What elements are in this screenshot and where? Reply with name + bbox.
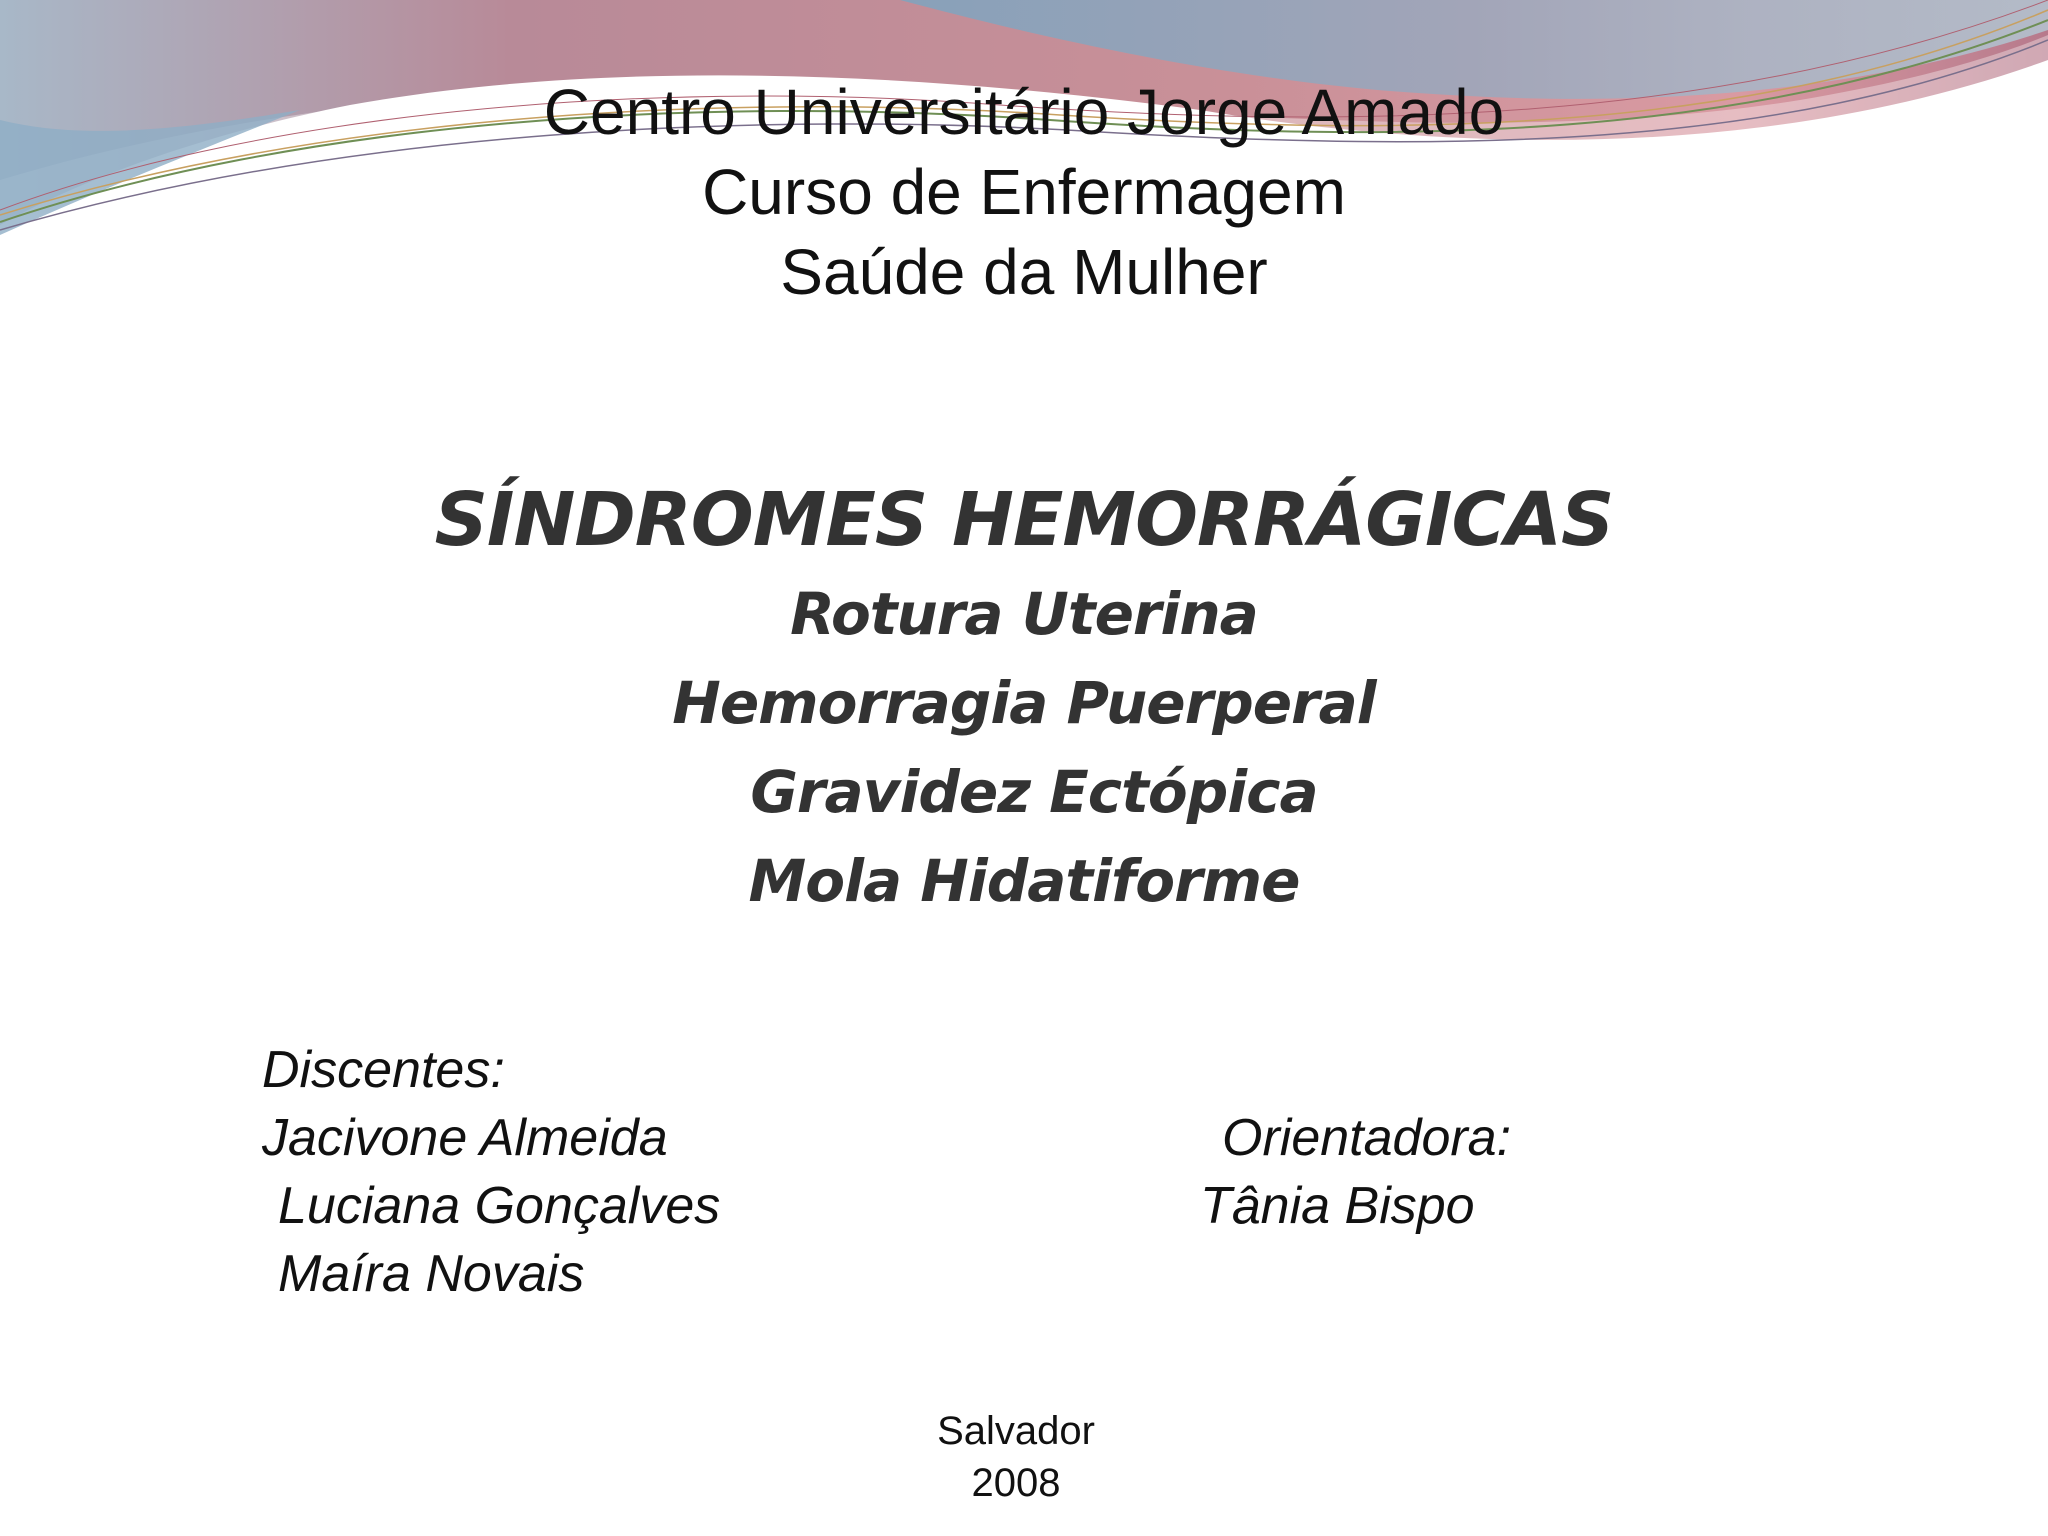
topic-rotura-uterina: Rotura Uterina	[790, 580, 1258, 648]
advisor-name: Tânia Bispo	[1200, 1177, 1475, 1235]
main-title: SÍNDROMES HEMORRÁGICAS	[434, 477, 1614, 563]
topic-mola-hidatiforme: Mola Hidatiforme	[748, 847, 1300, 915]
subject-name: Saúde da Mulher	[780, 236, 1268, 308]
topic-gravidez-ectopica: Gravidez Ectópica	[750, 758, 1318, 826]
students-label: Discentes:	[262, 1041, 505, 1099]
footer	[0, 1405, 2032, 1509]
student-name: Maíra Novais	[278, 1245, 585, 1303]
header	[0, 72, 2048, 312]
footer-year: 2008	[971, 1461, 1061, 1505]
advisor-label: Orientadora:	[1222, 1109, 1512, 1167]
student-name: Jacivone Almeida	[262, 1109, 668, 1167]
student-name: Luciana Gonçalves	[278, 1177, 721, 1235]
title-block	[0, 470, 2048, 926]
topic-hemorragia-puerperal: Hemorragia Puerperal	[672, 669, 1376, 737]
course-name: Curso de Enfermagem	[702, 156, 1346, 228]
footer-city: Salvador	[937, 1409, 1095, 1453]
institution-name: Centro Universitário Jorge Amado	[543, 76, 1505, 148]
